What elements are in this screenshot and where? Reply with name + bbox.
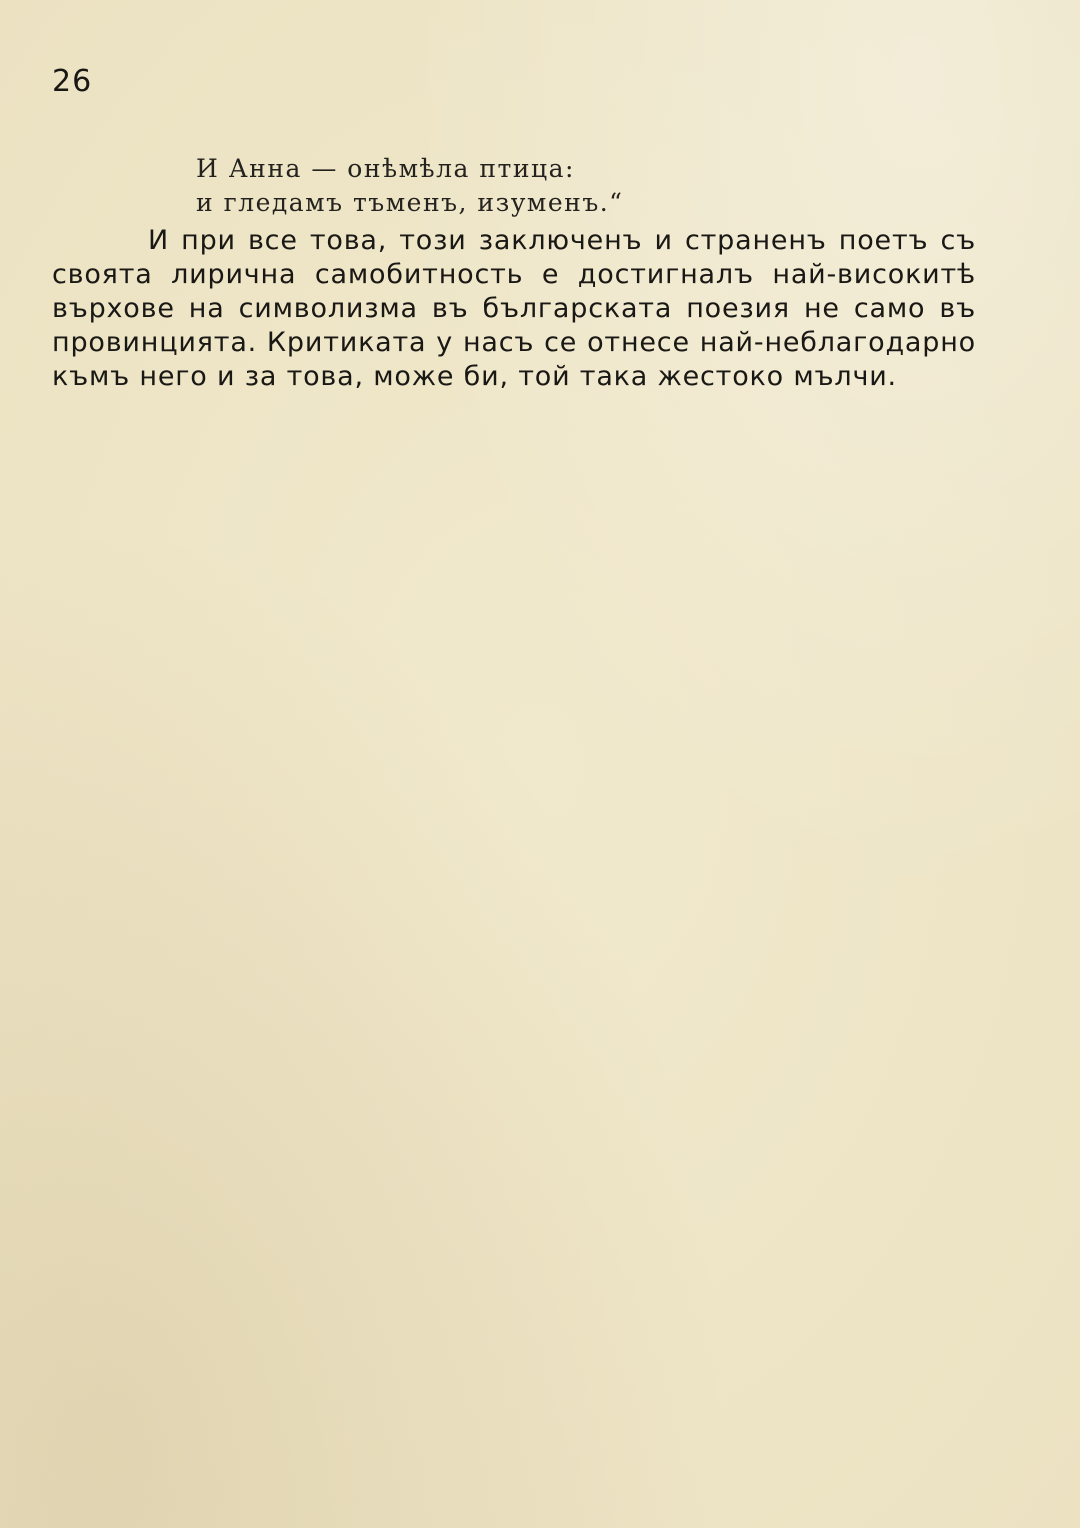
verse-line: и гледамъ тъменъ, изуменъ.“ (196, 188, 624, 217)
verse-line: И Анна — онѣмѣла птица: (196, 154, 575, 183)
body-paragraph: И при все това, този заключенъ и страненъ поетъ съ своята лирична самобитность е достигналъ най-високитѣ върхове на символизма въ българската поезия не само въ провинцията. Критиката у насъ се отнесе най-неблагодарно къмъ него и за това, може би, той така жестоко мълчи. (52, 225, 976, 392)
page-number: 26 (52, 64, 93, 99)
verse-quote (196, 152, 623, 220)
